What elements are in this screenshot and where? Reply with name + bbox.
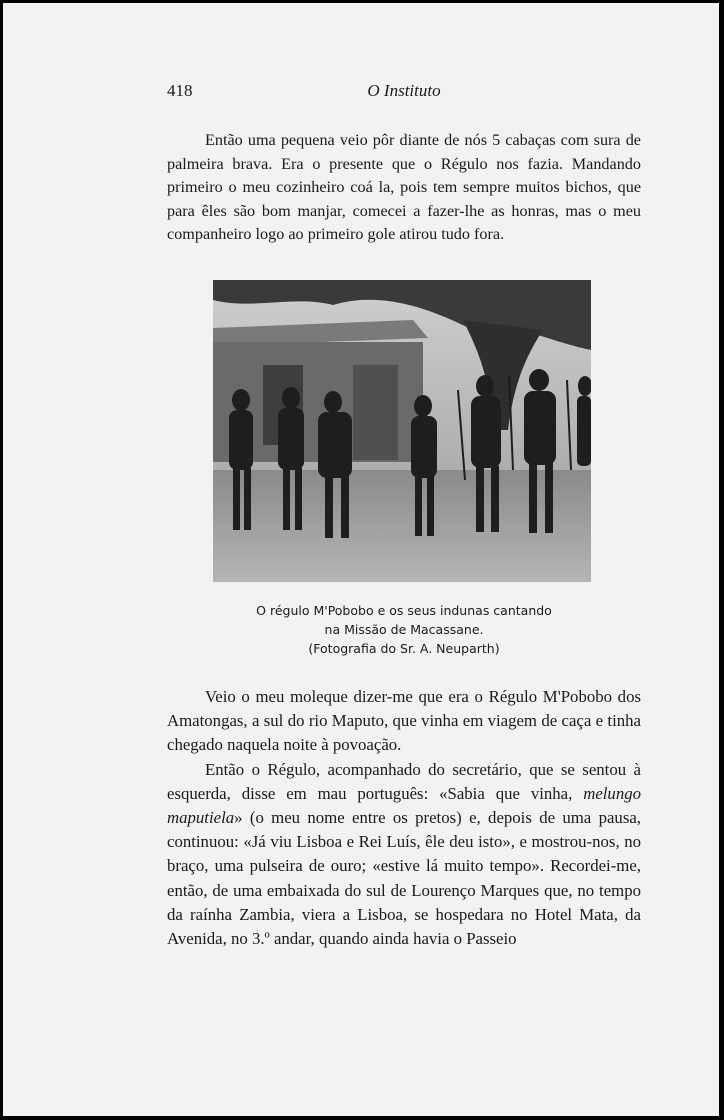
caption-line-2: na Missão de Macassane. — [324, 622, 484, 637]
page-number: 418 — [167, 81, 193, 100]
paragraph-3-part-2: » (o meu nome entre os pretos) e, depois de uma pausa, continuou: «Já viu Lisboa e Rei Luís, êle deu isto», e mostrou-nos, no braço, uma pulseira de ouro; «estive lá muito tempo». Recordei-me, então, de uma embaixada do sul de Lourenço Marques que, no tempo da raínha Zambia, viera a Lisboa, se hospedara no Hotel Mata, da Avenida, no 3.º andar, quando ainda havia o Passeio — [167, 808, 641, 949]
paragraph-3-italic: melungo maputiela — [167, 783, 641, 828]
paragraph-3-part-1: Então o Régulo, acompanhado do secretário, que se sentou à esquerda, disse em mau português: «Sabia que vinha, — [167, 759, 641, 803]
caption-line-1: O régulo M'Pobobo e os seus indunas cantando — [256, 603, 552, 618]
photo-caption — [167, 601, 641, 658]
paragraph-3 — [167, 758, 641, 952]
caption-line-3: (Fotografia do Sr. A. Neuparth) — [308, 641, 500, 656]
body-text — [167, 685, 641, 951]
page-header — [167, 81, 641, 103]
photograph — [213, 280, 591, 582]
running-title: O Instituto — [367, 81, 441, 100]
paragraph-1: Então uma pequena veio pôr diante de nós 5 cabaças com sura de palmeira brava. Era o presente que o Régulo nos fazia. Mandando primeiro o meu cozinheiro coá la, pois tem sempre muitos bichos, que para êles são bom manjar, comecei a fazer-lhe as honras, mas o meu companheiro logo ao primeiro gole atirou tudo fora. — [167, 131, 641, 244]
book-page — [3, 3, 719, 1116]
paragraph-2: Veio o meu moleque dizer-me que era o Régulo M'Pobobo dos Amatongas, a sul do rio Maputo, que vinha em viagem de caça e tinha chegado naquela noite à povoação. — [167, 687, 641, 755]
